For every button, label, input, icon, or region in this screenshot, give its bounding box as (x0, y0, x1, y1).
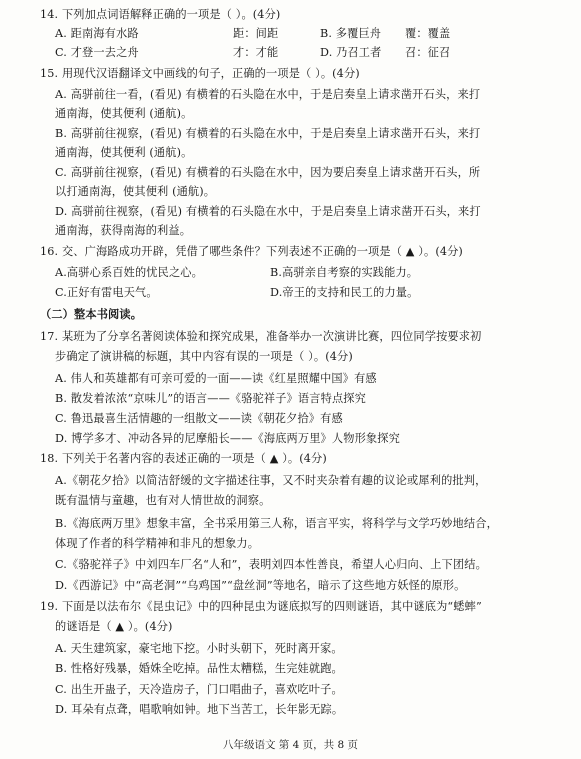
q18-option-d: D.《西游记》中“高老洞”“乌鸡国”“盘丝洞”等地名，暗示了这些地方妖怪的原形。 (55, 579, 466, 592)
q14-stem: 14. 下列加点词语解释正确的一项是（ ）。(4分) (40, 8, 281, 21)
q19-option-c: C. 出生开蛊子，天冷造房子，门口唱曲子，喜欢吃叶子。 (55, 683, 343, 696)
q18-option-a-line2: 既有温情与童趣，也有对人情世故的洞察。 (55, 494, 271, 507)
q19-option-a: A. 天生建筑家，豪宅地下挖。小时头朝下，死时离开家。 (55, 642, 343, 655)
q17-option-a: A. 伟人和英雄都有可亲可爱的一面——读《红星照耀中国》有感 (55, 372, 377, 385)
section-heading: （二）整本书阅读。 (40, 307, 143, 321)
q15-option-a-line1: A. 高骈前往一看，(看见) 有横着的石头隐在水中，于是启奏皇上请求凿开石头，来打 (55, 88, 481, 101)
q17-stem-line2: 步确定了演讲稿的标题，其中内容有误的一项是（ ）。(4分) (55, 350, 353, 363)
q18-option-a-line1: A.《朝花夕拾》以简洁舒缓的文字描述往事，又不时夹杂着有趣的议论或犀利的批判， (55, 474, 487, 487)
q14-option-d: D. 乃召工者 (320, 46, 382, 59)
q17-option-b: B. 散发着浓浓“京味儿”的语言——《骆驼祥子》语言特点探究 (55, 392, 366, 405)
q17-option-d: D. 博学多才、冲动各异的尼摩船长——《海底两万里》人物形象探究 (55, 432, 400, 445)
q14-option-a: A. 距南海有水路 (55, 27, 139, 40)
q18-option-c: C.《骆驼祥子》中刘四车厂名“人和”，表明刘四本性善良，希望人心归向、上下团结。 (55, 558, 487, 571)
q15-option-b-line1: B. 高骈前往视察，(看见) 有横着的石头隐在水中，于是启奏皇上请求凿开石头，来打 (55, 127, 481, 140)
q19-stem-line1: 19. 下面是以法布尔《昆虫记》中的四种昆虫为谜底拟写的四则谜语，其中谜底为“蟋蟀” (40, 600, 482, 613)
q17-stem-line1: 17. 某班为了分享名著阅读体验和探究成果，准备举办一次演讲比赛，四位同学按要求初 (40, 330, 482, 343)
q16-option-b: B.高骈亲自考察的实践能力。 (270, 266, 419, 279)
q18-option-b-line2: 体现了作者的科学精神和非凡的想象力。 (55, 537, 260, 550)
q16-option-a: A.高骈心系百姓的忧民之心。 (55, 266, 203, 279)
q14-option-d-gloss: 召：征召 (405, 46, 451, 59)
q14-option-c-gloss: 才：才能 (233, 46, 279, 59)
q18-option-b-line1: B.《海底两万里》想象丰富，全书采用第三人称，语言平实，将科学与文学巧妙地结合， (55, 517, 498, 530)
q14-option-b-gloss: 覆：覆盖 (405, 27, 451, 40)
q14-option-c: C. 才登一去之舟 (55, 46, 139, 59)
q16-options-cd (55, 286, 565, 300)
q15-option-c-line1: C. 高骈前往视察，(看见) 有横着的石头隐在水中，因为要启奏皇上请求凿开石头，所 (55, 166, 481, 179)
q16-options-ab (55, 266, 565, 280)
q19-option-b: B. 性格好残暴，婚姝全吃掉。品性太糟糕，生完娃就跑。 (55, 662, 343, 675)
q14-option-a-gloss: 距：间距 (233, 27, 279, 40)
q16-option-c: C.正好有雷电天气。 (55, 286, 158, 299)
q14-options-ab (55, 27, 565, 41)
q18-stem: 18. 下列关于名著内容的表述正确的一项是（ ▲ ）。(4分) (40, 452, 327, 465)
q16-stem: 16. 交、广海路成功开辟，凭借了哪些条件？下列表述不正确的一项是（ ▲ ）。(4分) (40, 245, 463, 258)
page-footer: 八年级语文 第 4 页，共 8 页 (222, 739, 359, 751)
q19-stem-line2: 的谜语是（ ▲ ）。(4分) (55, 620, 173, 633)
q14-options-cd (55, 46, 565, 60)
q15-option-a-line2: 通南海，使其便利 (通航)。 (55, 107, 193, 120)
q15-option-d-line2: 通南海，获得南海的利益。 (55, 224, 192, 237)
q15-option-d-line1: D. 高骈前往视察，(看见) 有横着的石头隐在水中，于是启奏皇上请求凿开石头，来打 (55, 205, 481, 218)
q17-option-c: C. 鲁迅最喜生活情趣的一组散文——读《朝花夕拾》有感 (55, 412, 343, 425)
q16-option-d: D.帝王的支持和民工的力量。 (270, 286, 419, 299)
q14-option-b: B. 多覆巨舟 (320, 27, 382, 40)
q15-option-b-line2: 通南海，使其便利 (通航)。 (55, 146, 193, 159)
q19-option-d: D. 耳朵有点聋，唱歌响如钟。地下当苦工，长年影无踪。 (55, 703, 344, 716)
q15-stem: 15. 用现代汉语翻译文中画线的句子，正确的一项是（ ）。(4分) (40, 67, 360, 80)
q15-option-c-line2: 以打通南海，使其便利 (通航)。 (55, 185, 216, 198)
